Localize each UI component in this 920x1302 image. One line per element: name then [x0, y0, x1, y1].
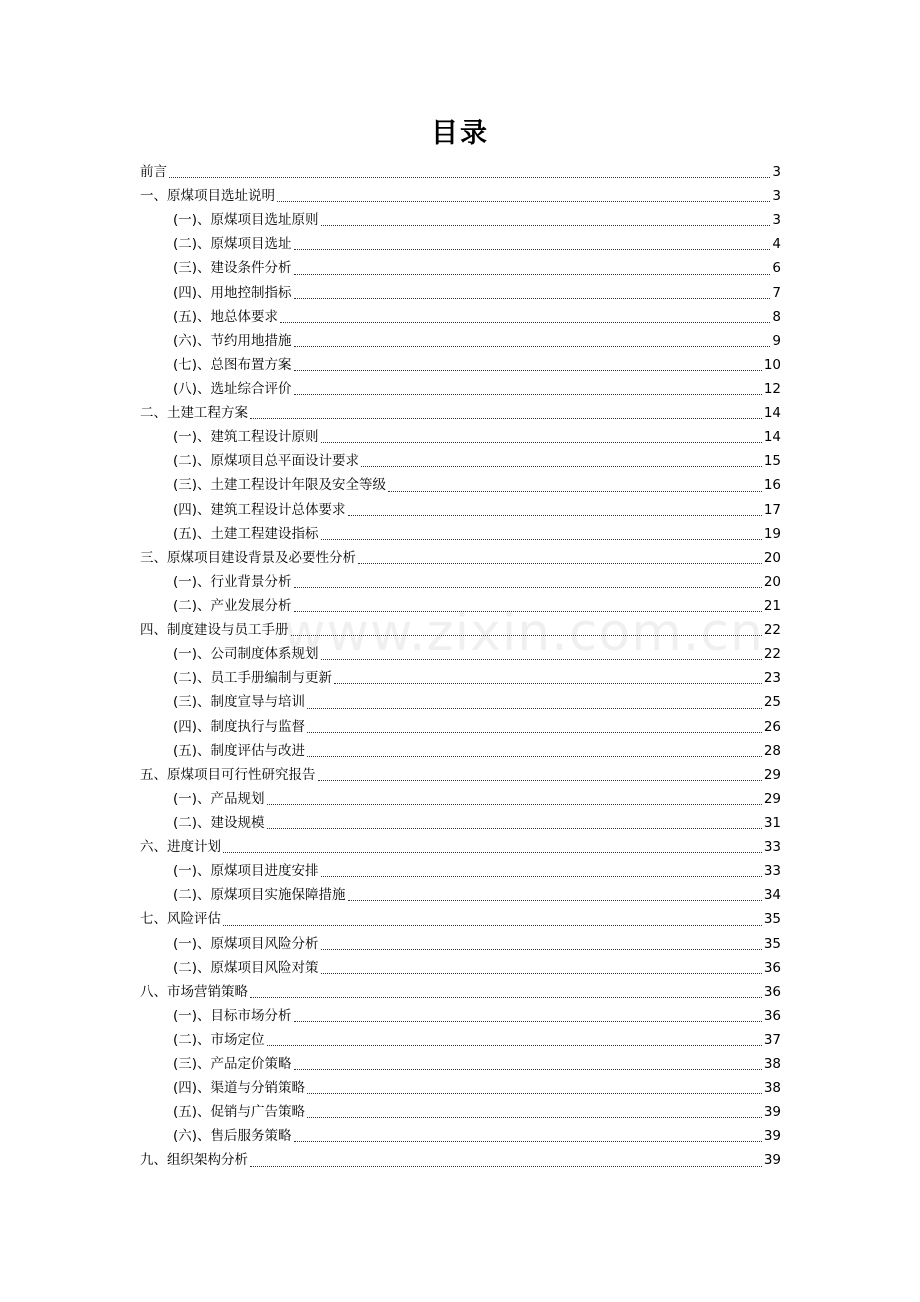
- toc-entry-title: (二)、原煤项目风险对策: [173, 959, 319, 976]
- toc-entry[interactable]: [140, 1004, 781, 1028]
- toc-entry-page-number: 15: [763, 453, 781, 470]
- toc-dot-leader: [307, 755, 762, 757]
- toc-entry-title: (五)、土建工程建设指标: [173, 525, 319, 542]
- toc-entry-page-number: 34: [763, 887, 781, 904]
- toc-entry[interactable]: [140, 232, 781, 256]
- toc-entry-page-number: 10: [763, 356, 781, 373]
- toc-dot-leader: [277, 200, 770, 202]
- toc-entry[interactable]: [140, 859, 781, 883]
- toc-entry-title: (一)、公司制度体系规划: [173, 646, 319, 663]
- toc-entry-title: (四)、用地控制指标: [173, 284, 292, 301]
- toc-dot-leader: [294, 1020, 762, 1022]
- toc-entry[interactable]: [140, 1124, 781, 1148]
- toc-entry-title: (四)、制度执行与监督: [173, 718, 306, 735]
- toc-dot-leader: [321, 224, 771, 226]
- toc-dot-leader: [334, 682, 762, 684]
- toc-entry-title: 前言: [140, 164, 167, 180]
- toc-entry[interactable]: [140, 642, 781, 666]
- toc-entry-page-number: 38: [763, 1056, 781, 1073]
- toc-entry-page-number: 36: [763, 983, 781, 1000]
- toc-entry-title: (二)、产业发展分析: [173, 597, 292, 614]
- toc-entry-page-number: 20: [763, 549, 781, 566]
- toc-entry[interactable]: [140, 763, 781, 787]
- toc-entry-page-number: 33: [763, 839, 781, 856]
- toc-entry[interactable]: [140, 883, 781, 907]
- toc-dot-leader: [307, 731, 762, 733]
- toc-entry[interactable]: [140, 329, 781, 353]
- toc-entry-title: (一)、行业背景分析: [173, 573, 292, 590]
- toc-dot-leader: [169, 176, 770, 178]
- toc-dot-leader: [307, 707, 762, 709]
- toc-entry[interactable]: [140, 570, 781, 594]
- toc-entry[interactable]: [140, 690, 781, 714]
- toc-dot-leader: [294, 1068, 762, 1070]
- toc-dot-leader: [361, 465, 762, 467]
- toc-entry-page-number: 9: [772, 332, 781, 349]
- toc-entry-title: 八、市场营销策略: [140, 983, 248, 1000]
- toc-dot-leader: [267, 1044, 762, 1046]
- toc-entry[interactable]: [140, 1052, 781, 1076]
- toc-entry-title: (二)、原煤项目选址: [173, 236, 292, 253]
- toc-entry-title: (六)、售后服务策略: [173, 1128, 292, 1145]
- toc-entry-title: (四)、建筑工程设计总体要求: [173, 501, 346, 518]
- toc-entry-page-number: 17: [763, 501, 781, 518]
- toc-entry-title: 三、原煤项目建设背景及必要性分析: [140, 549, 356, 566]
- toc-dot-leader: [321, 441, 762, 443]
- toc-dot-leader: [223, 851, 762, 853]
- toc-entry-title: (三)、建设条件分析: [173, 260, 292, 277]
- toc-entry[interactable]: [140, 305, 781, 329]
- toc-dot-leader: [321, 658, 762, 660]
- toc-dot-leader: [294, 393, 762, 395]
- toc-dot-leader: [348, 899, 762, 901]
- toc-entry-page-number: 39: [763, 1104, 781, 1121]
- toc-entry[interactable]: [140, 425, 781, 449]
- toc-entry-title: 九、组织架构分析: [140, 1152, 248, 1169]
- toc-dot-leader: [294, 586, 762, 588]
- toc-entry[interactable]: [140, 835, 781, 859]
- toc-dot-leader: [223, 924, 762, 926]
- toc-entry-title: (一)、原煤项目风险分析: [173, 935, 319, 952]
- toc-entry[interactable]: [140, 956, 781, 980]
- toc-entry-page-number: 39: [763, 1128, 781, 1145]
- toc-entry[interactable]: [140, 666, 781, 690]
- table-of-contents: [140, 160, 781, 1173]
- toc-entry-title: (一)、建筑工程设计原则: [173, 429, 319, 446]
- toc-entry[interactable]: [140, 739, 781, 763]
- toc-entry[interactable]: [140, 1100, 781, 1124]
- toc-entry-title: (五)、促销与广告策略: [173, 1104, 306, 1121]
- toc-entry[interactable]: [140, 618, 781, 642]
- toc-dot-leader: [250, 996, 762, 998]
- toc-entry-page-number: 38: [763, 1080, 781, 1097]
- toc-entry-title: (一)、原煤项目选址原则: [173, 212, 319, 229]
- toc-entry-page-number: 25: [763, 694, 781, 711]
- toc-entry-title: 四、制度建设与员工手册: [140, 622, 289, 639]
- toc-entry[interactable]: [140, 546, 781, 570]
- toc-entry[interactable]: [140, 184, 781, 208]
- toc-entry-page-number: 33: [763, 863, 781, 880]
- toc-dot-leader: [294, 1140, 762, 1142]
- toc-dot-leader: [280, 321, 770, 323]
- toc-entry[interactable]: [140, 811, 781, 835]
- toc-entry-page-number: 19: [763, 525, 781, 542]
- toc-entry-page-number: 8: [772, 308, 781, 325]
- toc-dot-leader: [294, 345, 771, 347]
- toc-dot-leader: [267, 827, 762, 829]
- toc-entry-page-number: 20: [763, 573, 781, 590]
- toc-entry-page-number: 12: [763, 380, 781, 397]
- toc-dot-leader: [321, 538, 762, 540]
- toc-entry-page-number: 29: [763, 766, 781, 783]
- page-title: 目录: [431, 118, 489, 149]
- toc-entry-page-number: 39: [763, 1152, 781, 1169]
- toc-dot-leader: [358, 562, 762, 564]
- toc-entry[interactable]: [140, 401, 781, 425]
- toc-entry[interactable]: [140, 473, 781, 497]
- toc-entry-page-number: 14: [763, 429, 781, 446]
- toc-entry-page-number: 36: [763, 1007, 781, 1024]
- toc-entry-page-number: 16: [763, 477, 781, 494]
- toc-entry-title: (一)、产品规划: [173, 790, 265, 807]
- toc-entry-title: (六)、节约用地措施: [173, 332, 292, 349]
- toc-entry-page-number: 35: [763, 911, 781, 928]
- toc-entry-title: (五)、地总体要求: [173, 308, 279, 325]
- toc-dot-leader: [267, 803, 762, 805]
- toc-entry-title: (二)、市场定位: [173, 1031, 265, 1048]
- toc-entry[interactable]: [140, 498, 781, 522]
- toc-entry-page-number: 3: [772, 188, 781, 205]
- toc-entry-title: 七、风险评估: [140, 911, 221, 928]
- toc-dot-leader: [321, 972, 762, 974]
- toc-dot-leader: [321, 875, 762, 877]
- toc-dot-leader: [321, 948, 762, 950]
- toc-entry-page-number: 3: [772, 164, 781, 180]
- toc-entry-title: (三)、土建工程设计年限及安全等级: [173, 477, 387, 494]
- toc-entry[interactable]: [140, 715, 781, 739]
- toc-entry-page-number: 6: [772, 260, 781, 277]
- toc-entry-page-number: 28: [763, 742, 781, 759]
- watermark: www.zixin.com.cn: [283, 603, 764, 663]
- toc-entry-page-number: 35: [763, 935, 781, 952]
- toc-entry-title: (三)、制度宣导与培训: [173, 694, 306, 711]
- toc-entry[interactable]: [140, 787, 781, 811]
- toc-entry-page-number: 22: [763, 622, 781, 639]
- toc-entry-title: (八)、选址综合评价: [173, 380, 292, 397]
- toc-entry-page-number: 22: [763, 646, 781, 663]
- toc-entry[interactable]: [140, 160, 781, 184]
- toc-entry[interactable]: [140, 980, 781, 1004]
- toc-dot-leader: [291, 634, 762, 636]
- toc-entry-title: (一)、目标市场分析: [173, 1007, 292, 1024]
- toc-dot-leader: [250, 1165, 762, 1167]
- toc-entry-title: 六、进度计划: [140, 839, 221, 856]
- toc-entry-page-number: 23: [763, 670, 781, 687]
- toc-entry[interactable]: [140, 208, 781, 232]
- toc-entry-title: (二)、员工手册编制与更新: [173, 670, 333, 687]
- toc-entry[interactable]: [140, 1028, 781, 1052]
- toc-entry-title: 五、原煤项目可行性研究报告: [140, 766, 316, 783]
- toc-entry-title: (七)、总图布置方案: [173, 356, 292, 373]
- toc-dot-leader: [294, 273, 771, 275]
- toc-entry-page-number: 37: [763, 1031, 781, 1048]
- toc-entry-page-number: 3: [772, 212, 781, 229]
- toc-entry-page-number: 21: [763, 597, 781, 614]
- toc-dot-leader: [307, 1092, 762, 1094]
- toc-entry-title: (二)、原煤项目总平面设计要求: [173, 453, 360, 470]
- toc-dot-leader: [294, 610, 762, 612]
- toc-entry-title: (五)、制度评估与改进: [173, 742, 306, 759]
- toc-dot-leader: [294, 248, 771, 250]
- toc-entry-page-number: 7: [772, 284, 781, 301]
- toc-entry-title: (二)、原煤项目实施保障措施: [173, 887, 346, 904]
- toc-entry-title: (二)、建设规模: [173, 814, 265, 831]
- toc-dot-leader: [294, 369, 762, 371]
- toc-dot-leader: [388, 490, 762, 492]
- toc-entry-page-number: 36: [763, 959, 781, 976]
- toc-entry[interactable]: [140, 1148, 781, 1172]
- toc-entry-title: 二、土建工程方案: [140, 405, 248, 422]
- toc-entry[interactable]: [140, 377, 781, 401]
- toc-dot-leader: [250, 417, 762, 419]
- toc-entry-title: (四)、渠道与分销策略: [173, 1080, 306, 1097]
- toc-entry-title: 一、原煤项目选址说明: [140, 188, 275, 205]
- toc-entry-page-number: 4: [772, 236, 781, 253]
- toc-entry[interactable]: [140, 353, 781, 377]
- toc-entry[interactable]: [140, 449, 781, 473]
- toc-entry[interactable]: [140, 907, 781, 931]
- toc-entry-page-number: 29: [763, 790, 781, 807]
- toc-dot-leader: [348, 514, 762, 516]
- toc-entry[interactable]: [140, 1076, 781, 1100]
- toc-dot-leader: [318, 779, 762, 781]
- toc-dot-leader: [307, 1116, 762, 1118]
- toc-entry-title: (三)、产品定价策略: [173, 1056, 292, 1073]
- toc-entry-page-number: 26: [763, 718, 781, 735]
- toc-dot-leader: [294, 297, 771, 299]
- toc-entry[interactable]: [140, 522, 781, 546]
- toc-entry[interactable]: [140, 594, 781, 618]
- toc-entry-page-number: 14: [763, 405, 781, 422]
- toc-entry[interactable]: [140, 932, 781, 956]
- toc-entry-title: (一)、原煤项目进度安排: [173, 863, 319, 880]
- toc-entry-page-number: 31: [763, 814, 781, 831]
- toc-entry[interactable]: [140, 281, 781, 305]
- toc-entry[interactable]: [140, 256, 781, 280]
